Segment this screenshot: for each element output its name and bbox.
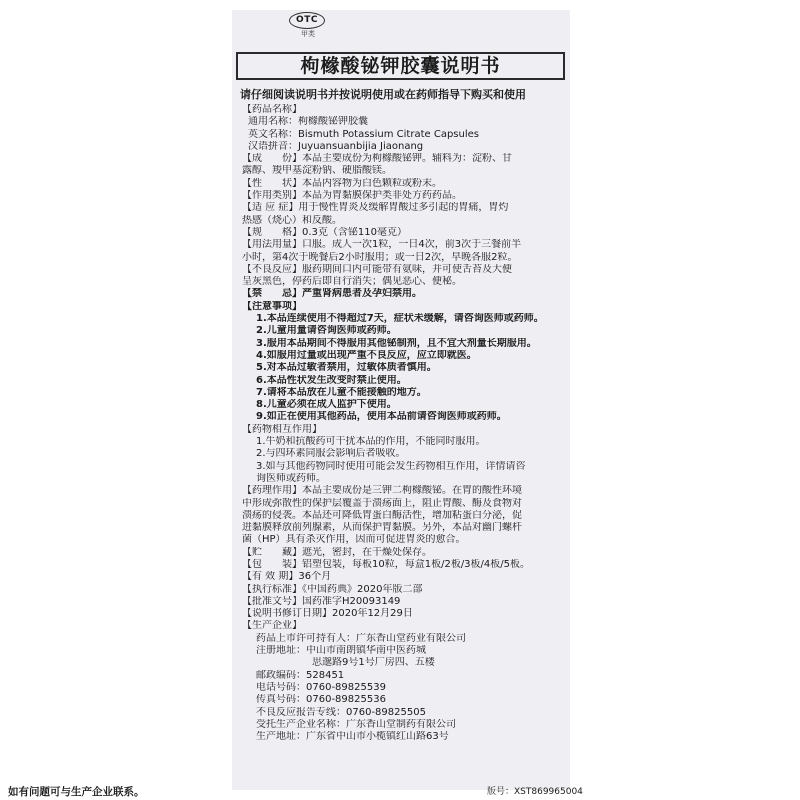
- text-line: 2.儿童用量请咨询医师或药师。: [256, 325, 397, 337]
- text-line: 9.如正在使用其他药品，使用本品前请咨询医师或药师。: [256, 411, 507, 423]
- text-line: 传真号码：0760-89825536: [256, 694, 386, 706]
- text-line: 【用法用量】口服。成人一次1粒，一日4次，前3次于三餐前半: [242, 239, 522, 251]
- text-line: 【有 效 期】36个月: [242, 571, 332, 583]
- text-line: 【生产企业】: [242, 620, 302, 632]
- text-line: 询医师或药师。: [256, 472, 326, 484]
- text-line: 汉语拼音：Juyuansuanbijia Jiaonang: [248, 140, 424, 152]
- text-line: 通用名称：枸橼酸铋钾胶囊: [248, 116, 368, 128]
- text-line: 【贮 藏】遮光，密封，在干燥处保存。: [242, 546, 432, 558]
- text-line: 【药物相互作用】: [242, 423, 322, 435]
- text-line: 8.儿童必须在成人监护下使用。: [256, 399, 397, 411]
- text-line: 【批准文号】国药准字H20093149: [242, 595, 401, 607]
- text-line: 【包 装】铝塑包装，每板10粒，每盒1板/2板/3板/4板/5板。: [242, 558, 531, 570]
- text-line: 小时，第4次于晚餐后2小时服用；或一日2次，早晚各服2粒。: [242, 251, 518, 263]
- version-number: 版号：XST869965004: [487, 787, 583, 797]
- otc-category: 甲类: [301, 30, 315, 38]
- text-line: 思邈路9号1号厂房四、五楼: [312, 657, 435, 669]
- text-line: 露醇、羧甲基淀粉钠、硬脂酸镁。: [242, 165, 392, 177]
- text-line: 进黏膜释放前列腺素，从而保护胃黏膜。另外，本品对幽门螺杆: [242, 522, 522, 534]
- text-line: 英文名称：Bismuth Potassium Citrate Capsules: [248, 128, 479, 140]
- text-line: 5.对本品过敏者禁用，过敏体质者慎用。: [256, 362, 437, 374]
- text-line: 3.服用本品期间不得服用其他铋制剂，且不宜大剂量长期服用。: [256, 337, 537, 349]
- text-line: 1.牛奶和抗酸药可干扰本品的作用，不能同时服用。: [256, 436, 486, 448]
- text-line: 【规 格】0.3克（含铋110毫克）: [242, 226, 407, 238]
- text-line: 6.本品性状发生改变时禁止使用。: [256, 374, 407, 386]
- text-line: 【成 份】本品主要成份为枸橼酸铋钾。辅料为：淀粉、甘: [242, 153, 512, 165]
- text-line: 药品上市许可持有人：广东香山堂药业有限公司: [256, 632, 466, 644]
- text-line: 呈灰黑色，停药后即自行消失；偶见恶心、便秘。: [242, 276, 462, 288]
- text-line: 【作用类别】本品为胃黏膜保护类非处方药药品。: [242, 190, 462, 202]
- text-line: 邮政编码：528451: [256, 669, 345, 681]
- text-line: 菌（HP）具有杀灭作用，因而可促进胃炎的愈合。: [242, 534, 466, 546]
- text-line: 中形成弥散性的保护层覆盖于溃疡面上，阻止胃酸、酶及食物对: [242, 497, 522, 509]
- text-line: 【说明书修订日期】2020年12月29日: [242, 608, 413, 620]
- reading-instruction: 请仔细阅读说明书并按说明使用或在药师指导下购买和使用: [240, 88, 526, 101]
- text-line: 溃疡的侵袭。本品还可降低胃蛋白酶活性，增加粘蛋白分泌，促: [242, 509, 522, 521]
- text-line: 2.与四环素同服会影响后者吸收。: [256, 448, 406, 460]
- text-line: 生产地址：广东省中山市小榄镇红山路63号: [256, 731, 449, 743]
- text-line: 【药品名称】: [242, 104, 302, 115]
- text-line: 注册地址：中山市南朗镇华南中医药城: [256, 645, 426, 657]
- text-line: 【药理作用】本品主要成份是三钾二枸橼酸铋。在胃的酸性环境: [242, 485, 522, 497]
- text-line: 【不良反应】服药期间口内可能带有氨味，并可使舌苔及大便: [242, 263, 512, 275]
- text-line: 【禁 忌】严重肾病患者及孕妇禁用。: [242, 288, 422, 300]
- text-line: 1.本品连续使用不得超过7天，症状未缓解，请咨询医师或药师。: [256, 313, 544, 325]
- text-line: 电话号码：0760-89825539: [256, 681, 386, 693]
- document-title: 枸橼酸铋钾胶囊说明书: [236, 52, 565, 80]
- text-line: 3.如与其他药物同时使用可能会发生药物相互作用，详情请咨: [256, 460, 526, 472]
- text-line: 【执行标准】《中国药典》2020年版二部: [242, 583, 423, 595]
- contact-note: 如有问题可与生产企业联系。: [8, 786, 145, 798]
- text-line: 【性 状】本品内容物为白色颗粒或粉末。: [242, 177, 442, 189]
- text-line: 7.请将本品放在儿童不能接触的地方。: [256, 386, 427, 398]
- text-line: 不良反应报告专线：0760-89825505: [256, 706, 426, 718]
- text-line: 热感（烧心）和反酸。: [242, 214, 342, 226]
- leaflet-body: [242, 104, 565, 743]
- text-line: 【适 应 症】用于慢性胃炎及缓解胃酸过多引起的胃痛，胃灼: [242, 202, 509, 214]
- otc-badge: OTC: [289, 12, 325, 29]
- text-line: 【注意事项】: [242, 300, 302, 312]
- text-line: 受托生产企业名称：广东香山堂制药有限公司: [256, 718, 456, 730]
- text-line: 4.如服用过量或出现严重不良反应，应立即就医。: [256, 349, 477, 361]
- leaflet-content-frame: [232, 10, 570, 790]
